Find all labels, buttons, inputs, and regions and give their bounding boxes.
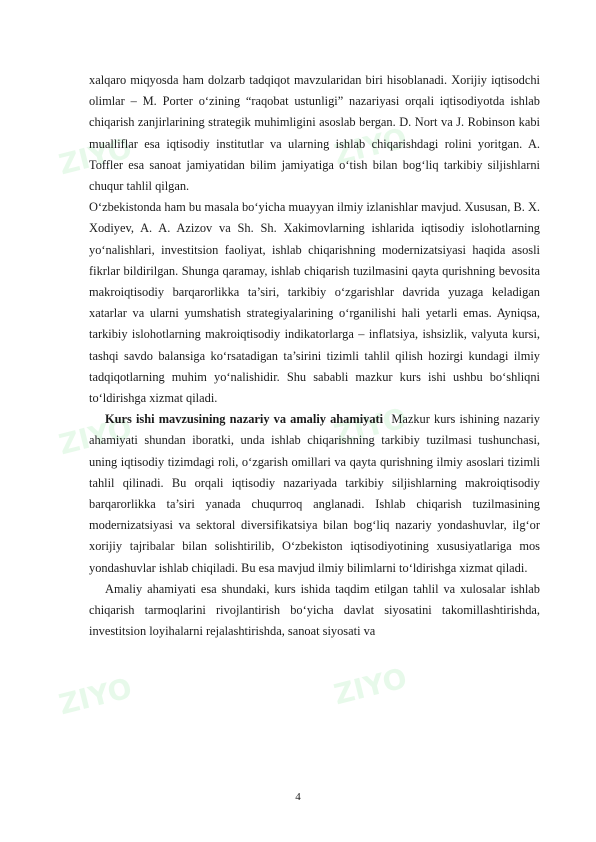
paragraph: xalqaro miqyosda ham dolzarb tadqiqot mavzularidan biri hisoblanadi. Xorijiy iqtisodchi olimlar – M. Porter o‘zining “raqobat ustunligi” nazariyasi orqali iqtisodiyotda ishlab chiqarish zanjirlarining strategik muhimligini asoslab bergan. D. Nort va J. Robinson kabi mualliflar esa iqtisodiy institutlar va ularning ishlab chiqarishdagi rolini yoritgan. A. Toffler esa sanoat jamiyatidan bilim jamiyatiga o‘tish bilan bog‘liq tarkibiy siljishlarni chuqur tahlil qilgan. bbox=[89, 73, 540, 194]
body-text bbox=[89, 70, 540, 642]
watermark-logo-text: ZIYO bbox=[55, 131, 136, 182]
page-number: 4 bbox=[295, 791, 301, 803]
watermark-logo bbox=[55, 671, 142, 832]
watermark-logo-text: ZIYO bbox=[55, 411, 136, 462]
watermark-logo-text: ZIYO bbox=[330, 401, 411, 452]
section-heading: Kurs ishi mavzusining nazariy va amaliy ahamiyati bbox=[105, 412, 384, 427]
paragraph: O‘zbekistonda ham bu masala bo‘yicha muayyan ilmiy izlanishlar mavjud. Xususan, B. X. Xodiyev, A. A. Azizov va Sh. Sh. Xakimovlarning ishlarida iqtisodiy islohotlarning yo‘nalishlari, investitsion faoliyat, ishlab chiqarishning modernizatsiyasi haqida asosli fikrlar bildirilgan. Shunga qaramay, ishlab chiqarish tuzilmasini qayta qurishning bevosita makroiqtisodiy barqarorlikka ta’siri, tarkibiy o‘zgarishlar davrida yuzaga keladigan xatarlar va ularni yumshatish strategiyalarining o‘rganilishi hali yetarli emas. Ayniqsa, tarkibiy islohotlarning makroiqtisodiy indikatorlarga – inflatsiya, ishsizlik, valyuta kursi, tashqi savdo balansiga ko‘rsatadigan ta’sirini tizimli tahlil qilish hozirgi kundagi ilmiy tadqiqotlarning muhim yo‘nalishidir. Shu sababli mazkur kurs ishi ushbu bo‘shliqni to‘ldirishga xizmat qiladi. bbox=[89, 200, 540, 406]
section-paragraph bbox=[89, 409, 540, 579]
watermark-logo-text: ZIYO bbox=[330, 121, 411, 172]
watermark-logo-text: ZIYO bbox=[330, 661, 411, 712]
section-body: Mazkur kurs ishining nazariy ahamiyati shundan iboratki, unda ishlab chiqarishning tarkibiy tuzilmasi tushunchasi, uning iqtisodiy tizimdagi roli, o‘zgarish omillari va qayta qurishning ilmiy asoslari tizimli tahlil qilinadi. Bu orqali iqtisodiy nazariyada tarkibiy siljishlarning makroiqtisodiy barqarorlikka ta’siri yanada chuqurroq anglanadi. Ishlab chiqarish tuzilmasining modernizatsiyasi va sektoral diversifikatsiya bilan bog‘liq nazariy yondashuvlar, ilg‘or xorijiy tajribalar bilan solishtirilib, O‘zbekiston iqtisodiyotining xususiyatlariga mos yondashuvlar ishlab chiqiladi. Bu esa mavjud ilmiy bilimlarni to‘ldirishga xizmat qiladi. bbox=[89, 412, 540, 575]
paragraph: Amaliy ahamiyati esa shundaki, kurs ishida taqdim etilgan tahlil va xulosalar ishlab chiqarish tarmoqlarini rivojlantirish bo‘yicha davlat siyosatini takomillashtirishda, investitsion loyihalarni rejalashtirishda, sanoat siyosati va bbox=[89, 581, 540, 639]
watermark-logo-text: ZIYO bbox=[55, 671, 136, 722]
